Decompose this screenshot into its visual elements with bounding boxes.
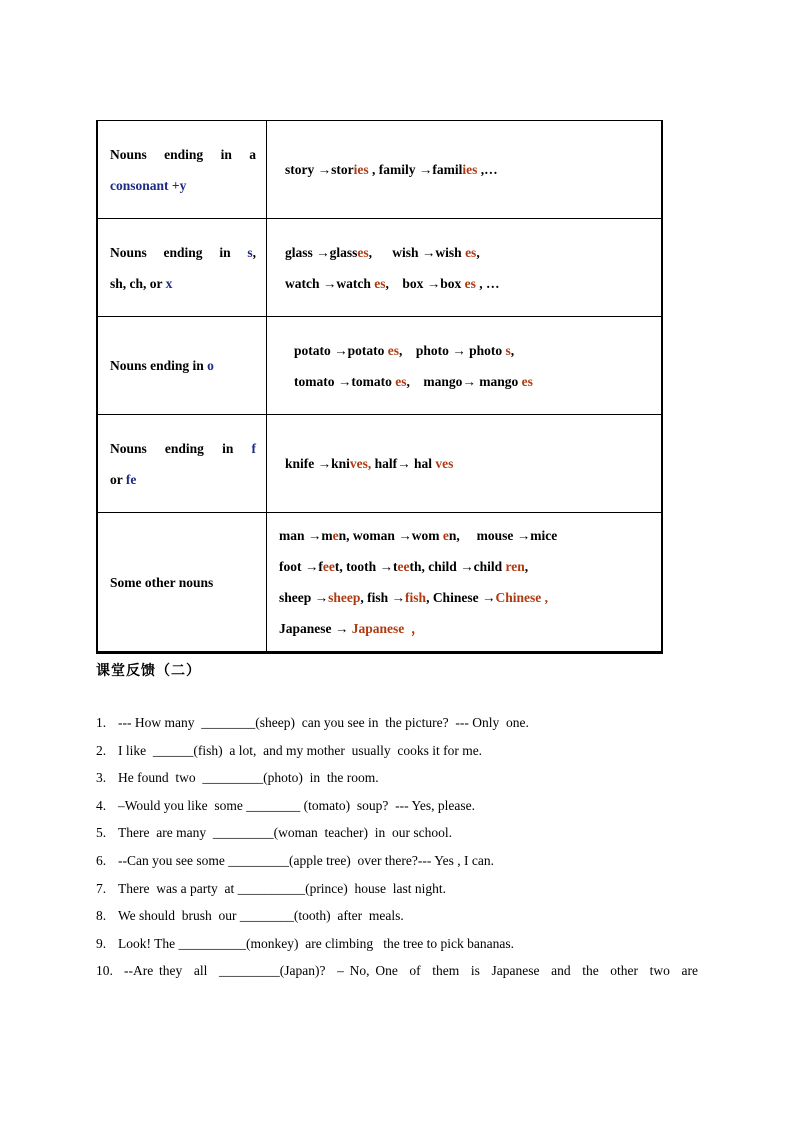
rule-label-line: or fe (110, 471, 137, 487)
noun-plural-rules-table (96, 120, 663, 654)
exercise-number: 5. (96, 825, 107, 841)
rule-label (97, 317, 267, 415)
exercise-item (96, 740, 698, 768)
plural-suffix: fish (405, 590, 427, 605)
example-line (285, 448, 651, 479)
exercise-text: Look! The __________(monkey) are climbing the tree to pick bananas. (118, 935, 515, 951)
plural-suffix: sheep (328, 590, 361, 605)
plural-suffix: ee (397, 559, 410, 574)
example-text: watch →watch (285, 275, 375, 291)
example-line (285, 268, 651, 299)
example-text: , photo → photo (399, 342, 506, 358)
rule-examples (267, 219, 663, 317)
exercise-number: 4. (96, 797, 107, 813)
example-line (279, 613, 651, 644)
plural-suffix: ren (505, 559, 525, 574)
rule-label-line: sh, ch, or x (110, 275, 173, 291)
plural-suffix: e (442, 528, 449, 543)
example-text: tomato →tomato (294, 373, 396, 389)
example-text: half→ hal (371, 456, 436, 471)
exercise-text: We should brush our ________(tooth) after meals. (118, 908, 404, 924)
plural-suffix: ies (462, 162, 478, 177)
example-text: sheep → (279, 590, 329, 605)
exercise-text: There are many _________(woman teacher) in our school. (118, 825, 453, 841)
rule-label (97, 513, 267, 653)
rule-row (97, 121, 662, 219)
exercise-item (96, 905, 698, 933)
exercise-item (96, 712, 698, 740)
example-text: ,… (477, 162, 498, 177)
rule-examples (267, 317, 663, 415)
example-line (294, 335, 651, 366)
plural-suffix: es (387, 342, 399, 358)
rule-row (97, 415, 662, 513)
section-heading: 课堂反馈（二） (96, 663, 201, 679)
exercise-text: There was a party at __________(prince) house last night. (118, 880, 447, 896)
exercise-text: --Can you see some _________(apple tree) over there?--- Yes , I can. (118, 852, 494, 868)
rule-label-line: Nouns ending in s, (110, 244, 256, 260)
exercise-text: --- How many ________(sheep) can you see in the picture? --- Only one. (118, 715, 529, 730)
example-text: , family →famil (368, 162, 463, 177)
example-text: , fish → (360, 590, 406, 605)
exercise-item (96, 767, 698, 795)
exercise-item (96, 933, 698, 961)
example-text: potato →potato (294, 342, 388, 358)
rule-label-line: Some other nouns (110, 574, 214, 590)
plural-suffix: es (374, 275, 386, 291)
plural-suffix: s (505, 342, 511, 358)
example-text: n, mouse →mice (448, 528, 558, 543)
example-text: , (524, 559, 529, 574)
example-text: , Chinese → (426, 590, 496, 605)
rule-label-line: Nouns ending in o (110, 358, 214, 373)
rule-examples (267, 415, 663, 513)
plural-suffix: Japanese ， (351, 621, 425, 636)
example-line (279, 582, 651, 613)
exercise-text: --Are they all _________(Japan)? – No, One of them is Japanese and the other two are (124, 963, 698, 979)
rule-label-line: consonant +y (110, 177, 187, 193)
example-text: foot →f (279, 559, 323, 574)
plural-suffix: e (332, 528, 339, 543)
example-line (279, 520, 651, 551)
example-text: Japanese → (279, 621, 352, 636)
rule-row (97, 219, 662, 317)
exercise-item (96, 850, 698, 878)
example-line (279, 551, 651, 582)
exercise-number: 1. (96, 715, 107, 730)
example-text: , … (475, 275, 500, 291)
exercise-item (96, 822, 698, 850)
exercise-item (96, 795, 698, 823)
example-text: , mango→ mango (406, 373, 522, 389)
exercise-text: I like ______(fish) a lot, and my mother usually cooks it for me. (118, 742, 483, 758)
rule-row (97, 513, 662, 653)
exercise-item (96, 960, 698, 988)
exercise-item (96, 878, 698, 906)
plural-suffix: es (395, 373, 407, 389)
plural-suffix: ves, (349, 456, 372, 471)
plural-suffix: es (464, 275, 476, 291)
example-text: t, tooth →t (334, 559, 398, 574)
example-text: th, child →child (409, 559, 506, 574)
exercise-number: 3. (96, 770, 107, 786)
example-line (285, 154, 651, 185)
plural-suffix: es (357, 244, 369, 260)
exercise-list (96, 712, 698, 988)
plural-suffix: es (521, 373, 533, 389)
rule-label-line: Nouns ending in f (110, 440, 256, 456)
rule-examples (267, 121, 663, 219)
rule-label (97, 415, 267, 513)
example-line (294, 366, 651, 397)
exercise-number: 2. (96, 742, 107, 758)
example-text: story →stor (285, 162, 354, 177)
plural-suffix: es (465, 244, 477, 260)
plural-suffix: ies (353, 162, 369, 177)
example-line (285, 237, 651, 268)
exercise-text: –Would you like some ________ (tomato) soup? --- Yes, please. (118, 797, 475, 813)
example-text: n, woman →wom (338, 528, 443, 543)
exercise-number: 7. (96, 880, 107, 896)
exercise-number: 6. (96, 852, 107, 868)
rule-examples (267, 513, 663, 653)
exercise-number: 8. (96, 908, 107, 924)
example-text: , wish →wish (368, 244, 466, 260)
example-text: , box →box (385, 275, 465, 291)
plural-suffix: ves (435, 456, 454, 471)
example-text: , (510, 342, 515, 358)
rule-label (97, 121, 267, 219)
plural-suffix: ee (322, 559, 335, 574)
example-text: knife →kni (285, 456, 350, 471)
exercise-number: 9. (96, 935, 107, 951)
exercise-number: 10. (96, 963, 113, 979)
plural-suffix: Chinese , (495, 590, 548, 605)
example-text: , (476, 244, 480, 260)
exercise-text: He found two _________(photo) in the room. (118, 770, 379, 786)
rule-row (97, 317, 662, 415)
example-text: glass →glass (285, 244, 358, 260)
rule-label (97, 219, 267, 317)
rule-label-line: Nouns ending in a (110, 146, 256, 162)
example-text: man →m (279, 528, 333, 543)
